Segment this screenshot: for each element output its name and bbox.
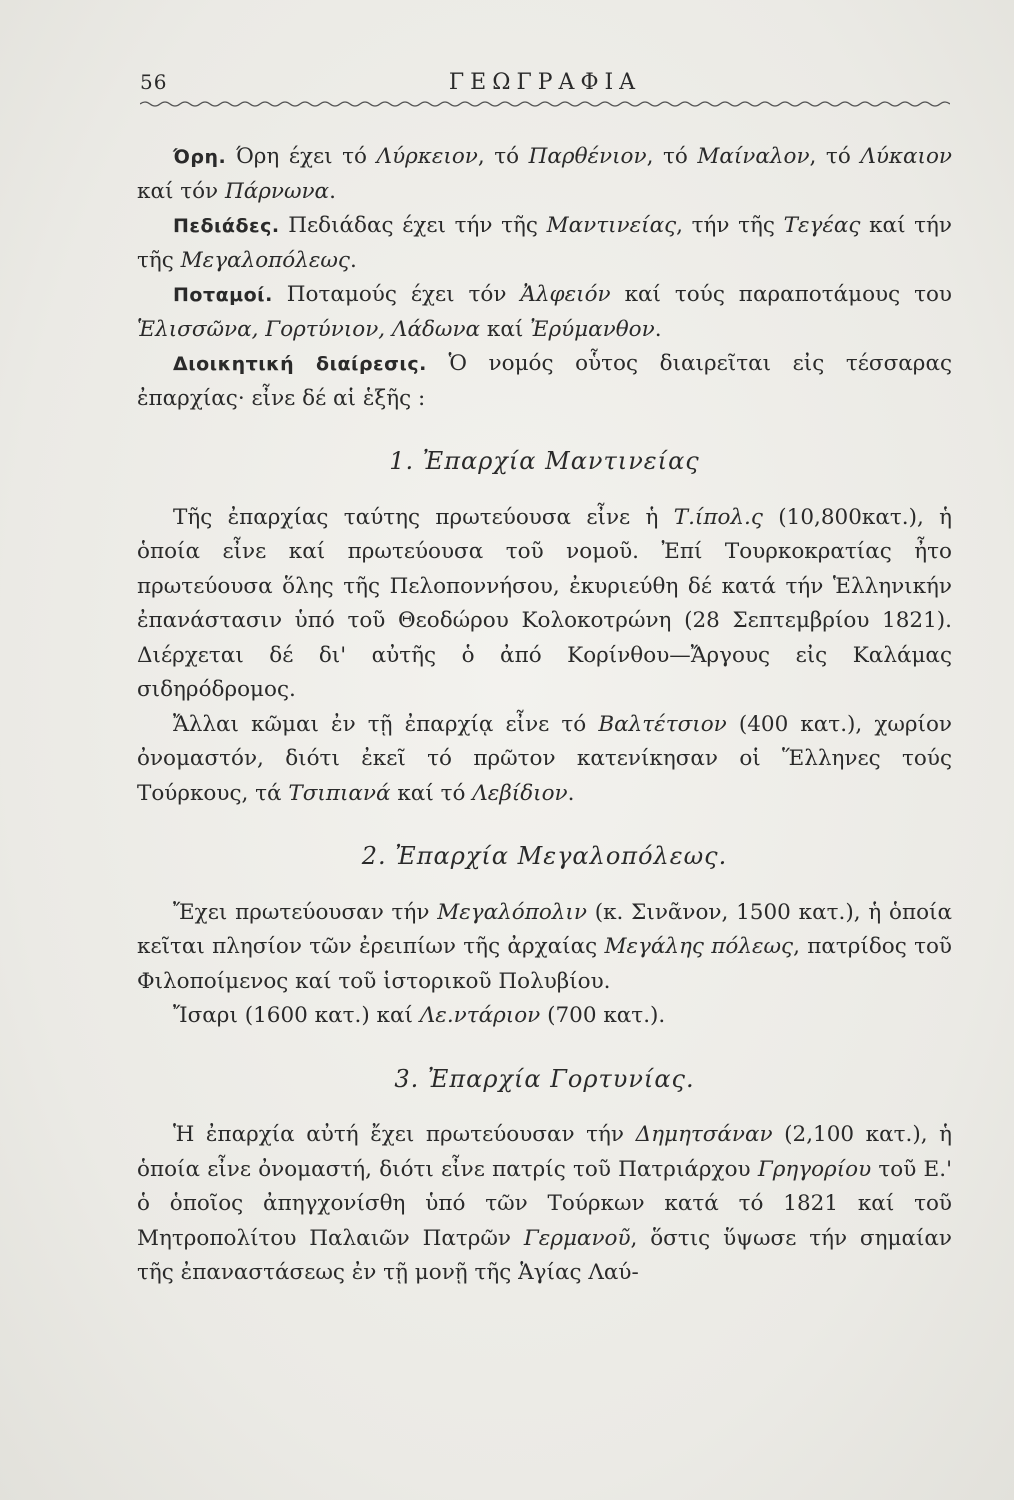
lead-heading: Όρη.	[173, 146, 227, 168]
paragraph-mantineia-2: Ἄλλαι κῶμαι ἐν τῇ ἐπαρχίᾳ εἶνε τό Βαλτέτσιον (400 κατ.), χωρίον ὀνομαστόν, διότι ἐκεῖ τό πρῶτον κατενίκησαν οἱ Ἕλληνες τούς Τούρκους, τά Τσιπιανά καί τό Λεβίδιον.	[137, 711, 952, 806]
wavy-header-rule	[140, 100, 950, 108]
section-title-gortynia: 3. Ἐπαρχία Γορτυνίας.	[394, 1064, 695, 1093]
paragraph-ori: Όρη. Όρη έχει τό Λύρκειον, τό Παρθένιον, τό Μαίναλον, τό Λύκαιον καί τόν Πάρνωνα.	[137, 144, 952, 204]
paragraph-dioikitiki: Διοικητική διαίρεσις. Ὁ νομός οὗτος διαιρεῖται εἰς τέσσαρας ἐπαρχίας· εἶνε δέ αἱ ἑξῆς :	[137, 351, 953, 411]
lead-heading: Διοικητική διαίρεσις.	[173, 353, 427, 375]
body-text	[137, 140, 952, 1291]
paragraph-potamoi: Ποταμοί. Ποταμούς έχει τόν Ἀλφειόν καί τούς παραποτάμους του Ἑλισσῶνα, Γορτύνιον, Λάδωνα καί Ἐρύμανθον.	[137, 282, 952, 342]
section-title-megalopoli: 2. Ἐπαρχία Μεγαλοπόλεως.	[361, 842, 728, 870]
paragraph-gortynia-1: Ἡ ἐπαρχία αὐτή ἔχει πρωτεύουσαν τήν Δημητσάναν (2,100 κατ.), ἡ ὁποία εἶνε ὀνομαστή, διότι εἶνε πατρίς τοῦ Πατριάρχου Γρηγορίου τοῦ Ε.' ὁ ὁποῖος ἀπηγχονίσθη ὑπό τῶν Τούρκων κατά τό 1821 καί τοῦ Μητροπολίτου Παλαιῶν Πατρῶν Γερμανοῦ, ὅστις ὕψωσε τήν σημαίαν τῆς ἐπαναστάσεως ἐν τῇ μονῇ τῆς Ἁγίας Λαύ-	[137, 1122, 952, 1285]
running-title: ΓΕΩΓΡΑΦΙΑ	[448, 70, 642, 95]
paragraph-mantineia-1: Τῆς ἐπαρχίας ταύτης πρωτεύουσα εἶνε ἡ Τ.ίπολ.ς (10,800κατ.), ἡ ὁποία εἶνε καί πρωτεύουσα τοῦ νομοῦ. Ἐπί Τουρκοκρατίας ἦτο πρωτεύουσα ὅλης τῆς Πελοποννήσου, ἐκυριεύθη δέ κατά τήν Ἑλληνικήν ἐπανάστασιν ὑπό τοῦ Θεοδώρου Κολοκοτρώνη (28 Σεπτεμβρίου 1821). Διέρχεται δέ δι' αὐτῆς ὁ ἀπό Κορίνθου—Ἄργους εἰς Καλάμας σιδηρόδρομος.	[137, 504, 953, 702]
paragraph-megalopoli-1: Ἔχει πρωτεύουσαν τήν Μεγαλόπολιν (κ. Σινᾶνον, 1500 κατ.), ἡ ὁποία κεῖται πλησίον τῶν ἐρειπίων τῆς ἀρχαίας Μεγάλης πόλεως, πατρίδος τοῦ Φιλοποίμενος καί τοῦ ἱστορικοῦ Πολυβίου.	[137, 899, 952, 994]
paragraph-pediades: Πεδιάδες. Πεδιάδας έχει τήν τῆς Μαντινείας, τήν τῆς Τεγέας καί τήν τῆς Μεγαλοπόλεως.	[137, 213, 953, 273]
lead-heading: Πεδιάδες.	[173, 215, 280, 237]
paragraph-megalopoli-2: Ἴσαρι (1600 κατ.) καί Λε.ντάριον (700 κατ.).	[173, 1003, 666, 1028]
page-number: 56	[140, 70, 168, 94]
lead-heading: Ποταμοί.	[173, 284, 273, 306]
section-title-mantineia: 1. Ἐπαρχία Μαντινείας	[389, 447, 700, 475]
